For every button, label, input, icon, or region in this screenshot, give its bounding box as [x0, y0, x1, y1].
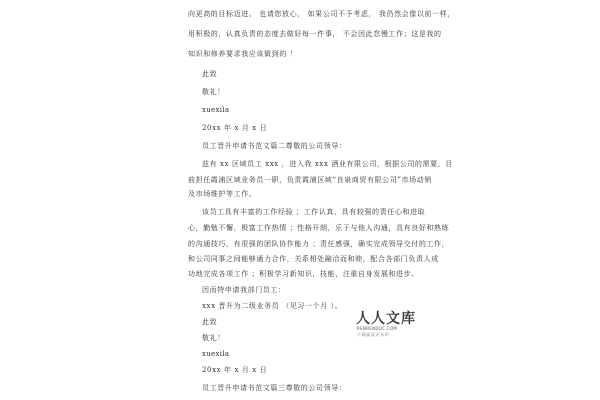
- body-line-8: 心，勤勉不懈，极富工作热情 ；性格开朗，乐于与他人沟通，具有良好和熟练: [188, 224, 450, 232]
- body-line-2: 用积极的，认真负责的态度去做好每一件事， 不会因此怠慢工作；这是我的: [188, 30, 442, 38]
- watermark-url: RENRENDOC.COM: [357, 326, 398, 331]
- watermark-title: 人人文库: [356, 311, 416, 327]
- watermark-subtitle: 下载高清无水印: [357, 332, 390, 337]
- signature-name-2: xuexila: [202, 350, 230, 358]
- body-line-9: 的沟通技巧，有很强的团队协作能力 ；责任感强，确实完成领导交付的工作，: [188, 240, 450, 248]
- body-line-5: 前担任霞浦区域业务员一职，负责霞浦区域“良泉商贸有限公司”市场动销: [188, 176, 432, 184]
- section-heading-3: 员工晋升申请书范文篇三尊敬的公司领导：: [202, 384, 347, 392]
- signature-name: xuexila: [202, 106, 230, 114]
- body-line-13: xxx 晋升为二级业务员 （见习一个月 ）。: [202, 302, 343, 310]
- closing-salutation: 此致: [202, 70, 218, 78]
- body-line-7: 该员工具有丰富的工作经验 ；工作认真、具有较强的责任心和进取: [202, 208, 426, 216]
- closing-regards-2: 敬礼！: [202, 334, 225, 342]
- body-line-12: 因而特申请我部门员工：: [202, 286, 286, 294]
- signature-date-2: 20xx 年 x 月 x 日: [202, 366, 268, 374]
- body-line-6: 及市场维护等工作。: [188, 190, 257, 198]
- body-line-1: 向更高的目标迈进。 也请您放心， 如果公司不予考虑， 我仍然会像以前一样，: [188, 10, 455, 18]
- body-line-11: 功地完成各项工作 ；积极学习新知识，技能，注重自身发展和进步。: [188, 270, 419, 278]
- signature-date: 20xx 年 x 月 x 日: [202, 124, 268, 132]
- body-line-3: 知识和修养要求我应该做到的 ！: [188, 50, 298, 58]
- closing-regards: 敬礼！: [202, 88, 225, 96]
- closing-salutation-2: 此致: [202, 318, 218, 326]
- watermark-logo: [356, 308, 416, 340]
- section-heading: 员工晋升申请书范文篇二尊敬的公司领导：: [202, 142, 347, 150]
- body-line-4: 兹有 xx 区域员工 xxx ，进入我 xxx 酒业有限公司，根据公司的需要，目: [202, 160, 453, 168]
- body-line-10: 和公司同事之间能够通力合作，关系相处融洽而和睦，配合各部门负责人成: [188, 255, 439, 263]
